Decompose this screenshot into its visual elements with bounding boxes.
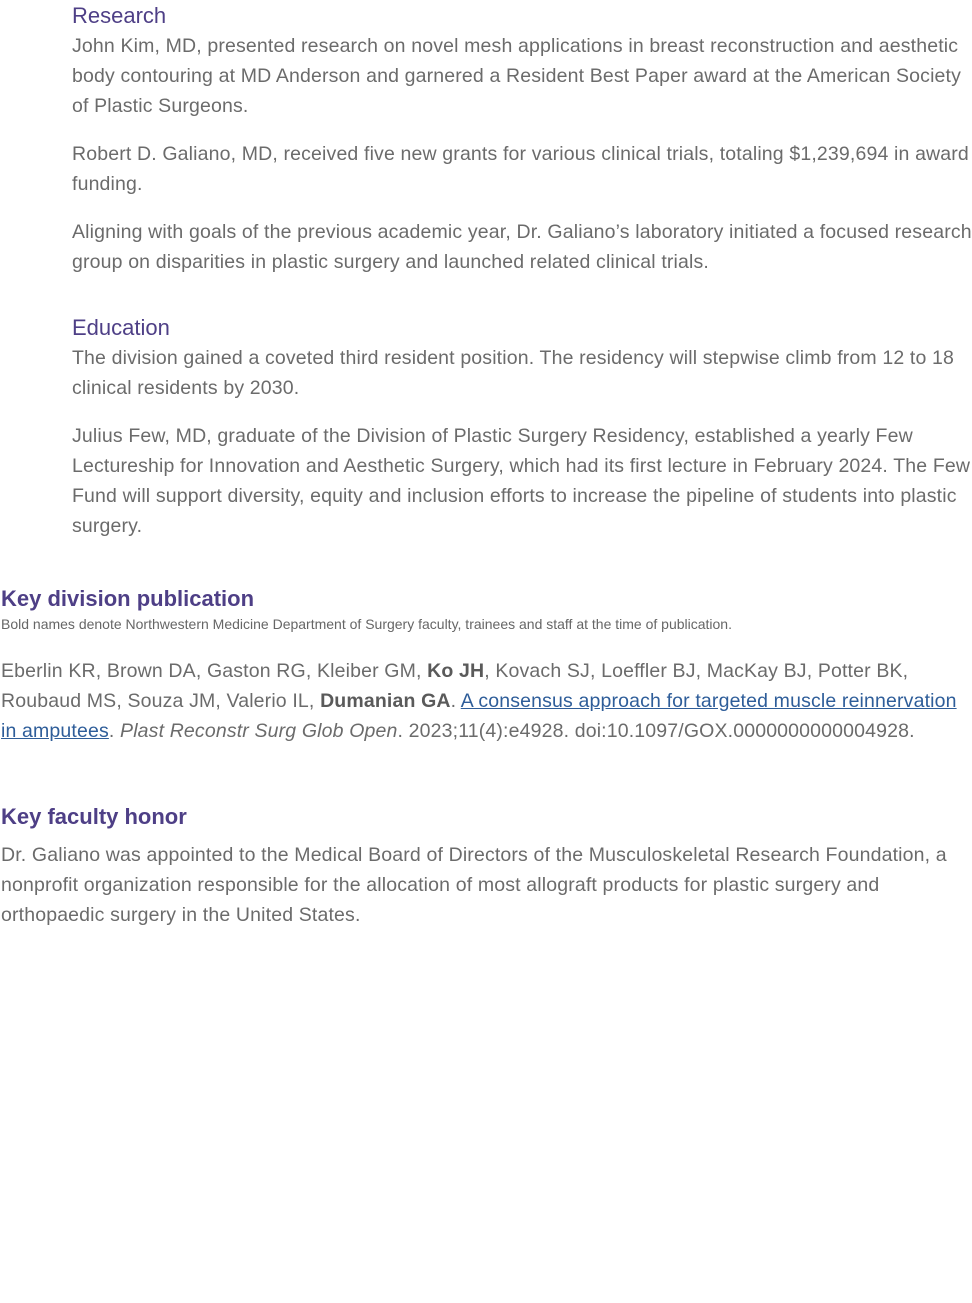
publication-title-link[interactable]: A consensus approach for targeted muscle reinnervation in amputees: [1, 690, 957, 742]
citation-bold-author-1: Ko JH: [427, 660, 485, 682]
research-heading: Research: [72, 3, 167, 28]
publication-section: [1, 584, 966, 746]
education-paragraph-2: Julius Few, MD, graduate of the Division of Plastic Surgery Residency, established a yearly Few Lectureship for Innovation and Aesthetic Surgery, which had its first lecture in February 2024. The Few Fund will support diversity, equity and inclusion efforts to increase the pipeline of students into plastic surgery.: [72, 425, 971, 537]
education-paragraph-1: The division gained a coveted third resident position. The residency will stepwise climb from 12 to 18 clinical residents by 2030.: [72, 347, 955, 399]
research-paragraph-1: John Kim, MD, presented research on novel mesh applications in breast reconstruction and aesthetic body contouring at MD Anderson and garnered a Resident Best Paper award at the American Society of Plastic Surgeons.: [72, 35, 962, 117]
citation-authors-middle: , Kovach SJ, Loeffler BJ, MacKay BJ, Potter BK, Roubaud MS, Souza JM, Valerio IL,: [1, 660, 909, 712]
honor-section: [1, 802, 966, 930]
citation-separator-2: .: [108, 720, 121, 742]
citation-details: . 2023;11(4):e4928. doi:10.1097/GOX.0000000000004928.: [397, 720, 915, 742]
citation-separator: .: [450, 690, 461, 712]
publication-heading: Key division publication: [1, 586, 255, 611]
research-paragraph-2: Robert D. Galiano, MD, received five new grants for various clinical trials, totaling $1,239,694 in award funding.: [72, 143, 969, 195]
research-section: [72, 1, 972, 277]
publication-note: Bold names denote Northwestern Medicine Department of Surgery faculty, trainees and staff at the time of publication.: [1, 616, 732, 632]
honor-heading: Key faculty honor: [1, 804, 187, 829]
citation-bold-author-2: Dumanian GA: [320, 690, 451, 712]
honor-text: Dr. Galiano was appointed to the Medical Board of Directors of the Musculoskeletal Research Foundation, a nonprofit organization responsible for the allocation of most allograft products for plastic surgery and orthopaedic surgery in the United States.: [1, 844, 947, 926]
citation-journal: Plast Reconstr Surg Glob Open: [120, 720, 398, 742]
education-heading: Education: [72, 315, 170, 340]
research-paragraph-3: Aligning with goals of the previous academic year, Dr. Galiano’s laboratory initiated a focused research group on disparities in plastic surgery and launched related clinical trials.: [72, 221, 972, 273]
publication-citation: [1, 656, 966, 746]
education-section: [72, 313, 972, 541]
citation-authors-before: Eberlin KR, Brown DA, Gaston RG, Kleiber GM,: [1, 660, 428, 682]
